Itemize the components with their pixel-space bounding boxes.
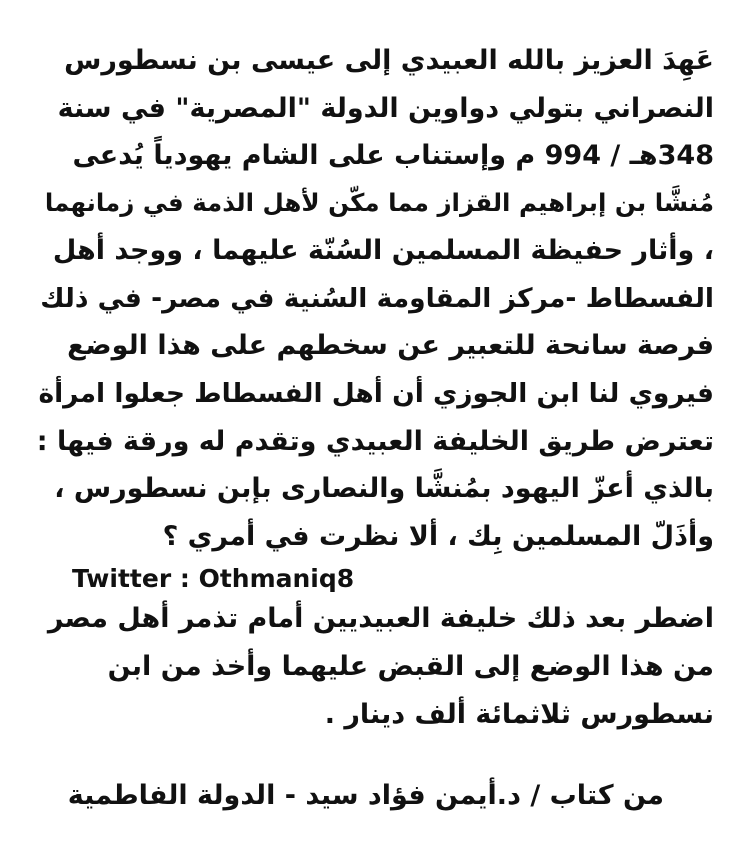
body-line-8: فيروي لنا ابن الجوزي أن أهل الفسطاط جعلوا امرأة bbox=[38, 378, 714, 409]
body-line-2: النصراني بتولي دواوين الدولة "المصرية" في سنة bbox=[57, 93, 714, 124]
continuation-line-3: نسطورس ثلاثمائة ألف دينار . bbox=[324, 699, 714, 730]
body-line-10: بالذي أعزّ اليهود بمُنشَّا والنصارى بإبن نسطورس ، bbox=[54, 473, 714, 504]
continuation-line-2: من هذا الوضع إلى القبض عليهما وأخذ من ابن bbox=[107, 651, 714, 682]
body-line-5: ، وأثار حفيظة المسلمين السُنّة عليهما ، ووجد أهل bbox=[52, 235, 714, 266]
continuation-line-1: اضطر بعد ذلك خليفة العبيديين أمام تذمر أهل مصر bbox=[47, 603, 714, 634]
body-line-6: الفسطاط -مركز المقاومة السُنية في مصر- في ذلك bbox=[40, 283, 714, 314]
body-line-3: 348هـ / 994 م وإستناب على الشام يهودياً يُدعى bbox=[72, 140, 714, 171]
body-line-7: فرصة سانحة للتعبير عن سخطهم على هذا الوضع bbox=[67, 330, 714, 361]
body-line-11: وأذَلّ المسلمين بِك ، ألا نظرت في أمري ؟ bbox=[162, 521, 714, 552]
body-line-1: عَهِدَ العزيز بالله العبيدي إلى عيسى بن نسطورس bbox=[64, 45, 714, 76]
twitter-handle: Twitter : Othmaniq8 bbox=[72, 564, 355, 593]
body-line-9: تعترض طريق الخليفة العبيدي وتقدم له ورقة فيها : bbox=[36, 426, 714, 457]
source-citation: من كتاب / د.أيمن فؤاد سيد - الدولة الفاطمية bbox=[67, 780, 664, 811]
body-line-4: مُنشَّا بن إبراهيم القزاز مما مكّن لأهل الذمة في زمانهما bbox=[44, 188, 714, 217]
